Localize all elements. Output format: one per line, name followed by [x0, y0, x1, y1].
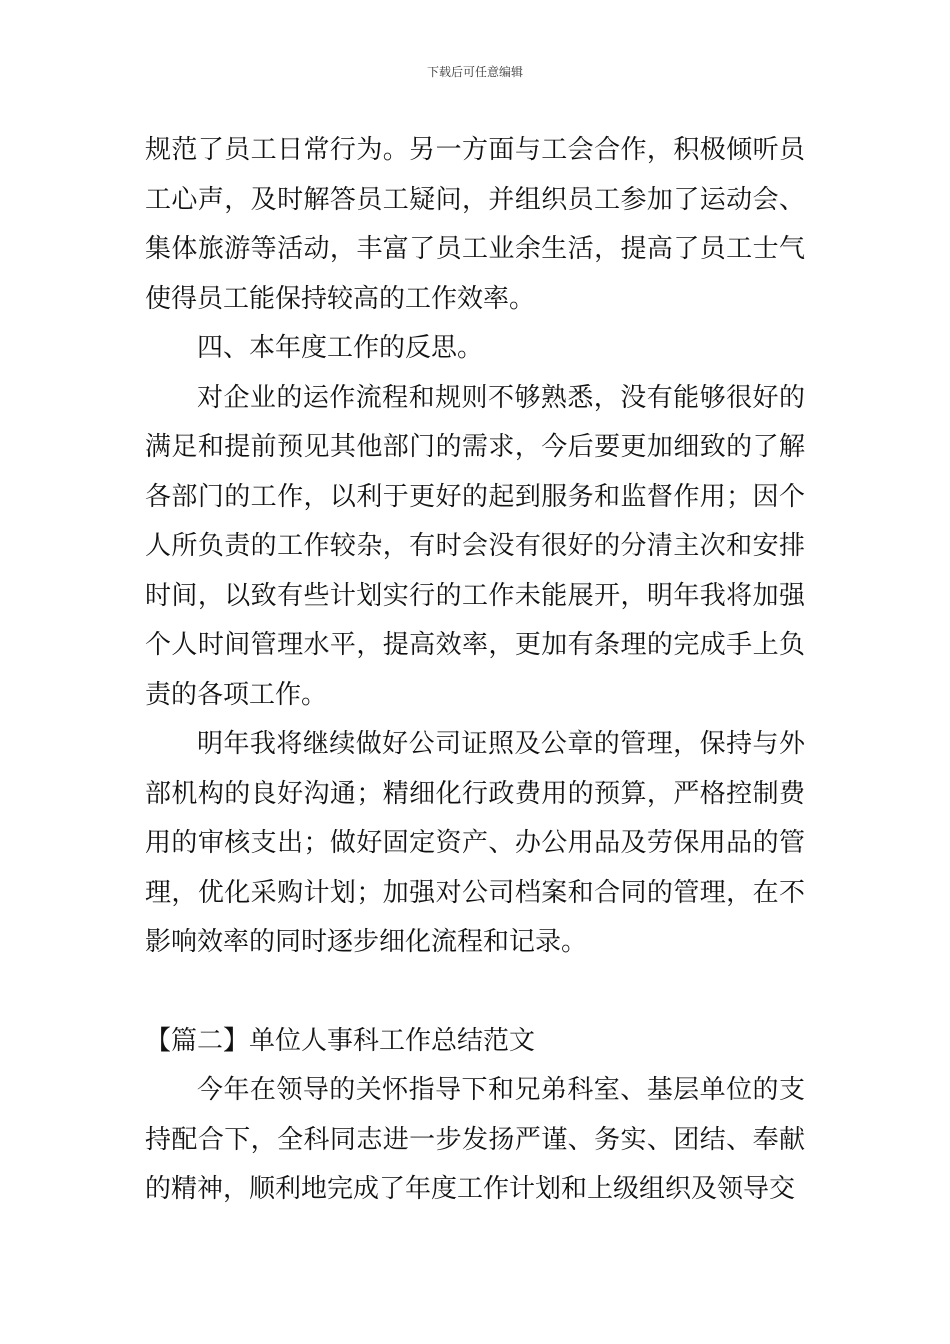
section-title-part-two: 【篇二】单位人事科工作总结范文 — [145, 1025, 536, 1056]
page-header-note: 下载后可任意编辑 — [426, 65, 523, 79]
section-heading-reflection: 四、本年度工作的反思。 — [197, 333, 484, 363]
paragraph-next-year-plan: 明年我将继续做好公司证照及公章的管理，保持与外部机构的良好沟通；精细化行政费用的预算，严格控制费用的审核支出；做好固定资产、办公用品及劳保用品的管理，优化采购计划；加强对公司档案和合同的管理，在不影响效率的同时逐步细化流程和记录。 — [145, 729, 805, 957]
section-gap — [145, 968, 805, 1017]
paragraph-part-two-intro: 今年在领导的关怀指导下和兄弟科室、基层单位的支持配合下，全科同志进一步发扬严谨、务实、团结、奉献的精神，顺利地完成了年度工作计划和上级组织及领导交 — [145, 1075, 805, 1204]
paragraph-employee-activities: 规范了员工日常行为。另一方面与工会合作，积极倾听员工心声，及时解答员工疑问，并组织员工参加了运动会、集体旅游等活动，丰富了员工业余生活，提高了员工士气使得员工能保持较高的工作效率。 — [145, 135, 805, 314]
paragraph-reflection: 对企业的运作流程和规则不够熟悉，没有能够很好的满足和提前预见其他部门的需求，今后要更加细致的了解各部门的工作，以利于更好的起到服务和监督作用；因个人所负责的工作较杂，有时会没有很好的分清主次和安排时间，以致有些计划实行的工作未能展开，明年我将加强个人时间管理水平，提高效率，更加有条理的完成手上负责的各项工作。 — [145, 382, 805, 710]
document-body — [145, 126, 805, 1215]
